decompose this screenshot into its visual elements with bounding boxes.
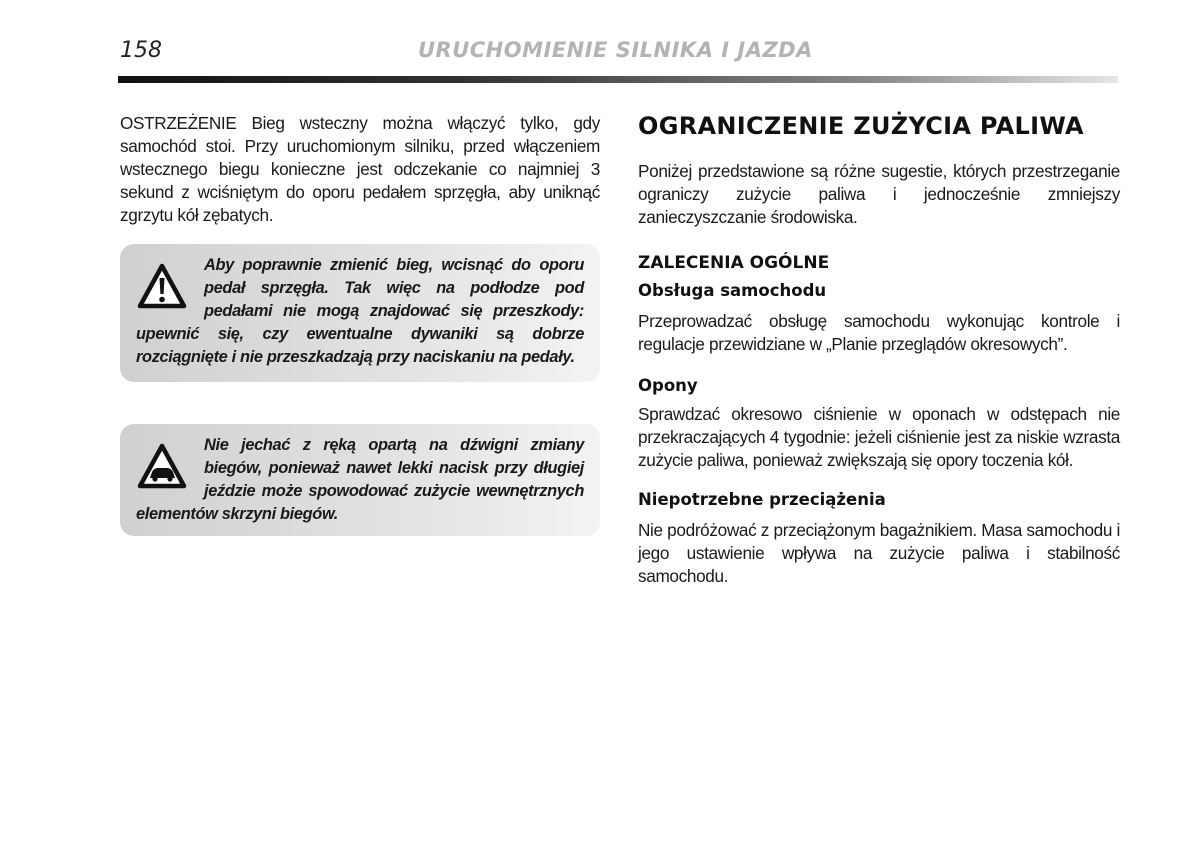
right-column xyxy=(638,112,1120,588)
left-column xyxy=(120,112,600,227)
warning-box-clutch xyxy=(120,244,600,382)
section-intro: Poniżej przedstawione są różne sugestie, których przestrzeganie ograniczy zużycie paliwa i jednocześnie zmniejszy zanieczyszczanie środowiska. xyxy=(638,161,1120,227)
warning-text-gear-lever: Nie jechać z ręką opartą na dźwigni zmiany biegów, ponieważ nawet lekki nacisk przy długiej jeździe może spowodować zużycie wewnętrznych elementów skrzyni biegów. xyxy=(136,436,584,523)
running-title: URUCHOMIENIE SILNIKA I JAZDA xyxy=(418,38,813,62)
item-title: Obsługa samochodu xyxy=(638,281,827,300)
car-caution-triangle-icon xyxy=(136,440,188,494)
item-title: Opony xyxy=(638,376,698,395)
warning-triangle-icon xyxy=(136,260,188,314)
item-text: Przeprowadzać obsługę samochodu wykonując kontrole i regulacje przewidziane w „Planie przeglądów okresowych”. xyxy=(638,311,1120,354)
item-text: Nie podróżować z przeciążonym bagażnikiem. Masa samochodu i jego ustawienie wpływa na zużycie paliwa i stabilność samochodu. xyxy=(638,520,1120,586)
warning-text-clutch: Aby poprawnie zmienić bieg, wcisnąć do oporu pedał sprzęgła. Tak więc na podłodze pod pedałami nie mogą znajdować się przeszkody: upewnić się, czy ewentualne dywaniki są dobrze rozciągnięte i nie przeszkadzają przy naciskaniu na pedały. xyxy=(136,256,584,366)
section-title: OGRANICZENIE ZUŻYCIA PALIWA xyxy=(638,112,1084,140)
item-text: Sprawdzać okresowo ciśnienie w oponach w odstępach nie przekraczających 4 tygodnie: jeżeli ciśnienie jest za niskie wzrasta zużycie paliwa, ponieważ zwiększają się opory toczenia kół. xyxy=(638,404,1120,470)
warning-box-gear-lever xyxy=(120,424,600,536)
page-number: 158 xyxy=(120,38,162,63)
header-rule xyxy=(118,76,1118,83)
subsection-title: ZALECENIA OGÓLNE xyxy=(638,253,830,273)
item-title: Niepotrzebne przeciążenia xyxy=(638,490,886,509)
reverse-gear-warning-paragraph: OSTRZEŻENIE Bieg wsteczny można włączyć tylko, gdy samochód stoi. Przy uruchomionym silniku, przed włączeniem wstecznego biegu konieczne jest odczekanie co najmniej 3 sekund z wciśniętym do oporu pedałem sprzęgła, aby uniknąć zgrzytu kół zębatych. xyxy=(120,113,600,225)
